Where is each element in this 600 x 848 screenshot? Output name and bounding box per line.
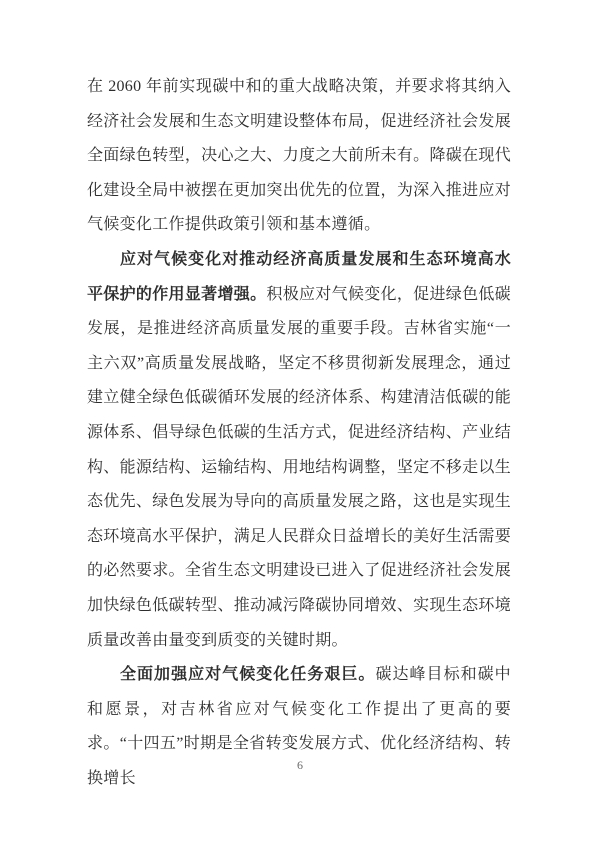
document-body	[87, 70, 511, 796]
paragraph-text: 积极应对气候变化，促进绿色低碳发展，是推进经济高质量发展的重要手段。吉林省实施“一主六双”高质量发展战略，坚定不移贯彻新发展理念，通过建立健全绿色低碳循环发展的经济体系、构建清洁低碳的能源体系、倡导绿色低碳的生活方式，促进经济结构、产业结构、能源结构、运输结构、用地结构调整，坚定不移走以生态优先、绿色发展为导向的高质量发展之路，这也是实现生态环境高水平保护，满足人民群众日益增长的美好生活需要的必然要求。全省生态文明建设已进入了促进经济社会发展加快绿色低碳转型、推动减污降碳协同增效、实现生态环境质量改善由量变到质变的关键时期。	[87, 285, 511, 649]
paragraph	[87, 658, 511, 796]
paragraph-text: 碳达峰目标和碳中和愿景，对吉林省应对气候变化工作提出了更高的要求。“十四五”时期是全省转变发展方式、优化经济结构、转换增长	[87, 666, 511, 787]
paragraph-text: 在 2060 年前实现碳中和的重大战略决策，并要求将其纳入经济社会发展和生态文明建设整体布局，促进经济社会发展全面绿色转型，决心之大、力度之大前所未有。降碳在现代化建设全局中被摆在更加突出优先的位置，为深入推进应对气候变化工作提供政策引领和基本遵循。	[87, 78, 511, 234]
page-number: 6	[297, 758, 303, 772]
paragraph-continued	[87, 70, 511, 243]
paragraph	[87, 243, 511, 658]
paragraph-lead-bold: 全面加强应对气候变化任务艰巨。	[120, 666, 376, 684]
paragraph-lead-bold: 应对气候变化对推动经济高质量发展和生态环境高水平保护的作用显著增强。	[87, 250, 511, 303]
